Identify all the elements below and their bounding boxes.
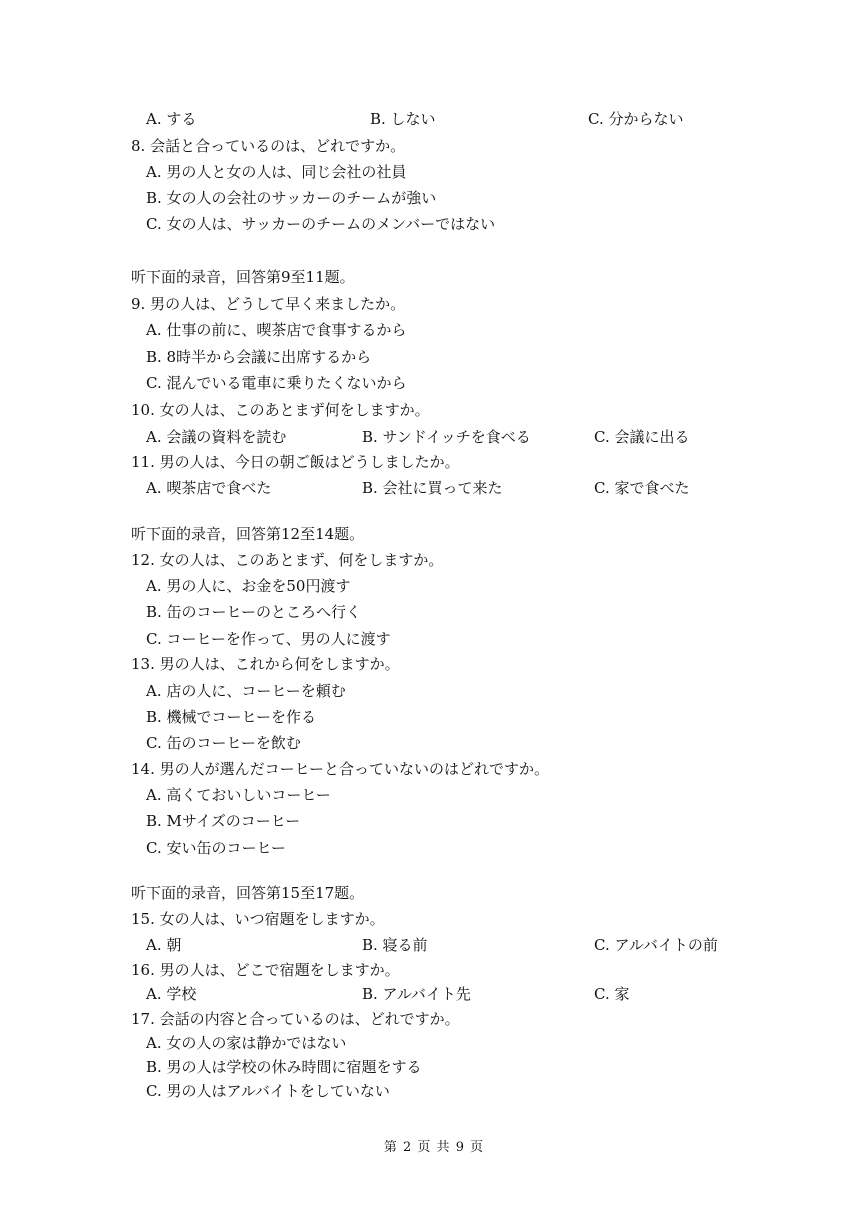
q15-option-c: C. アルバイトの前 <box>594 936 718 954</box>
q16-option-c: C. 家 <box>594 985 630 1003</box>
q15-option-a: A. 朝 <box>146 936 182 954</box>
q10-option-a: A. 会議の資料を読む <box>146 428 287 446</box>
q17-question: 17. 会話の内容と合っているのは、どれですか。 <box>131 1010 460 1028</box>
q12-option-a: A. 男の人に、お金を50円渡す <box>146 577 351 595</box>
q13-option-c: C. 缶のコーヒーを飲む <box>146 734 301 752</box>
q10-question: 10. 女の人は、このあとまず何をしますか。 <box>131 401 430 419</box>
q14-option-b: B. Mサイズのコーヒー <box>146 812 301 830</box>
section-heading-15-17: 听下面的录音，回答第15至17题。 <box>131 884 365 902</box>
q7-option-c: C. 分からない <box>588 110 684 128</box>
q8-option-b: B. 女の人の会社のサッカーのチームが強い <box>146 189 437 207</box>
q9-option-c: C. 混んでいる電車に乗りたくないから <box>146 374 407 392</box>
q13-option-b: B. 機械でコーヒーを作る <box>146 708 316 726</box>
page-number-footer: 第 2 页 共 9 页 <box>383 1140 485 1155</box>
q12-question: 12. 女の人は、このあとまず、何をしますか。 <box>131 551 444 569</box>
q14-option-a: A. 高くておいしいコーヒー <box>146 786 331 804</box>
q13-question: 13. 男の人は、これから何をしますか。 <box>131 655 400 673</box>
q9-option-b: B. 8時半から会議に出席するから <box>146 348 372 366</box>
q12-option-c: C. コーヒーを作って、男の人に渡す <box>146 630 391 648</box>
q16-question: 16. 男の人は、どこで宿題をしますか。 <box>131 961 400 979</box>
q16-option-b: B. アルバイト先 <box>362 985 471 1003</box>
q8-option-a: A. 男の人と女の人は、同じ会社の社員 <box>146 163 407 181</box>
q16-option-a: A. 学校 <box>146 985 197 1003</box>
q15-option-b: B. 寝る前 <box>362 936 428 954</box>
q15-question: 15. 女の人は、いつ宿題をしますか。 <box>131 910 385 928</box>
section-heading-9-11: 听下面的录音，回答第9至11题。 <box>131 268 355 286</box>
q17-option-b: B. 男の人は学校の休み時間に宿題をする <box>146 1058 422 1076</box>
q11-option-b: B. 会社に買って来た <box>362 479 503 497</box>
q7-option-b: B. しない <box>370 110 436 128</box>
q11-option-a: A. 喫茶店で食べた <box>146 479 272 497</box>
q11-question: 11. 男の人は、今日の朝ご飯はどうしましたか。 <box>131 453 460 471</box>
q11-option-c: C. 家で食べた <box>594 479 690 497</box>
q9-question: 9. 男の人は、どうして早く来ましたか。 <box>131 295 406 313</box>
q13-option-a: A. 店の人に、コーヒーを頼む <box>146 682 346 700</box>
q8-question: 8. 会話と合っているのは、どれですか。 <box>131 137 406 155</box>
q10-option-b: B. サンドイッチを食べる <box>362 428 531 446</box>
q14-question: 14. 男の人が選んだコーヒーと合っていないのはどれですか。 <box>131 760 550 778</box>
q9-option-a: A. 仕事の前に、喫茶店で食事するから <box>146 321 407 339</box>
q8-option-c: C. 女の人は、サッカーのチームのメンバーではない <box>146 215 496 233</box>
q10-option-c: C. 会議に出る <box>594 428 690 446</box>
q14-option-c: C. 安い缶のコーヒー <box>146 839 286 857</box>
q7-option-a: A. する <box>146 110 197 128</box>
q12-option-b: B. 缶のコーヒーのところへ行く <box>146 603 361 621</box>
q17-option-c: C. 男の人はアルバイトをしていない <box>146 1082 390 1100</box>
q17-option-a: A. 女の人の家は静かではない <box>146 1034 347 1052</box>
section-heading-12-14: 听下面的录音，回答第12至14题。 <box>131 525 365 543</box>
